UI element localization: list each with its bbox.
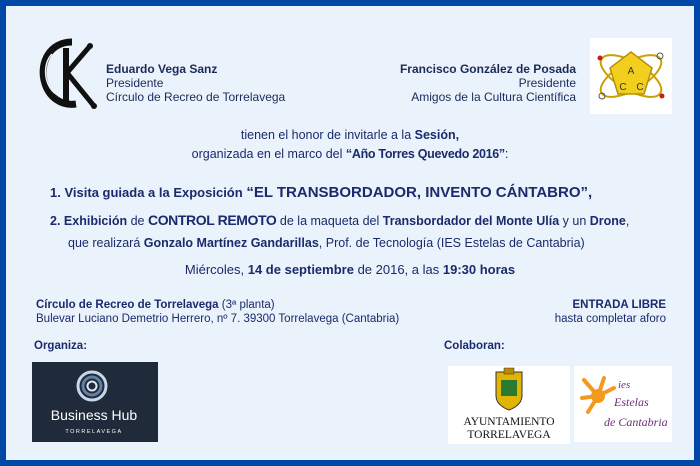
host-right-role: Presidente bbox=[518, 76, 576, 90]
organiza-label: Organiza: bbox=[34, 340, 88, 352]
estelas-text: Estelas bbox=[614, 395, 649, 409]
amigos-cultura-cientifica-logo bbox=[590, 38, 672, 114]
list-item-1-comma: , bbox=[588, 184, 593, 201]
ies-text: ies bbox=[618, 379, 631, 391]
list-item-2-realizara: que realizará bbox=[68, 236, 144, 250]
list-item-2-number: 2. bbox=[50, 214, 61, 228]
host-left bbox=[106, 62, 285, 104]
list-item-1-pre: Visita guiada a la bbox=[64, 185, 174, 200]
entry-title: ENTRADA LIBRE bbox=[572, 299, 666, 311]
host-left-org: Círculo de Recreo de Torrelavega bbox=[106, 90, 286, 104]
intro-line-2-colon: : bbox=[504, 147, 509, 161]
list-item-1-number: 1. bbox=[50, 185, 61, 200]
host-right-org: Amigos de la Cultura Científica bbox=[411, 90, 576, 104]
business-hub-name: Business Hub bbox=[50, 407, 138, 423]
list-item-2-de: de bbox=[127, 214, 148, 228]
circulo-recreo-logo bbox=[32, 34, 102, 114]
ayuntamiento-torrelavega-logo bbox=[448, 366, 570, 444]
host-left-name: Eduardo Vega Sanz bbox=[106, 62, 218, 76]
event-date-year: de 2016, a las bbox=[353, 262, 443, 277]
acc-letter-a: A bbox=[627, 66, 635, 77]
host-right bbox=[400, 62, 576, 104]
venue-floor: (3ª planta) bbox=[218, 299, 275, 311]
list-item-2-presenter-role: , Prof. de Tecnología (IES Estelas de Cantabria) bbox=[318, 236, 585, 250]
intro-line-2-text: organizada en el marco del bbox=[191, 147, 346, 161]
host-right-name: Francisco González de Posada bbox=[399, 62, 576, 76]
entry-info bbox=[555, 298, 666, 326]
colaboran-label: Colaboran: bbox=[444, 340, 505, 352]
event-date-weekday: Miércoles, bbox=[184, 262, 248, 277]
acc-letter-c2: C bbox=[636, 82, 644, 93]
intro-session: Sesión, bbox=[414, 128, 460, 142]
business-hub-logo bbox=[32, 362, 158, 442]
list-item-2-comma: , bbox=[625, 214, 630, 228]
intro-year-name: “Año Torres Quevedo 2016” bbox=[345, 147, 505, 161]
list-item-2-mid: de la maqueta del bbox=[276, 214, 383, 228]
intro-line-1 bbox=[6, 128, 694, 142]
list-item-2-y-un: y un bbox=[559, 214, 590, 228]
acc-letter-c1: C bbox=[619, 82, 627, 93]
event-date-time: 19:30 horas bbox=[442, 262, 516, 277]
list-item-2-presenter: Gonzalo Martínez Gandarillas bbox=[143, 236, 319, 250]
list-item-2-transbordador: Transbordador del Monte Ulía bbox=[382, 214, 560, 228]
list-item-1-exposicion: Exposición bbox=[173, 185, 243, 200]
business-hub-city: TORRELAVEGA bbox=[65, 429, 123, 435]
intro-line-1-text: tienen el honor de invitarle a la bbox=[240, 128, 415, 142]
venue bbox=[36, 298, 399, 326]
ies-estelas-logo bbox=[574, 366, 672, 442]
host-left-role: Presidente bbox=[106, 76, 164, 90]
intro-line-2 bbox=[6, 147, 694, 161]
event-date bbox=[6, 262, 694, 277]
ayuntamiento-text: AYUNTAMIENTO bbox=[463, 416, 555, 428]
list-item-1 bbox=[50, 184, 592, 201]
list-item-2 bbox=[50, 212, 629, 228]
venue-address: Bulevar Luciano Demetrio Herrero, nº 7. 39300 Torrelavega (Cantabria) bbox=[36, 313, 400, 325]
list-item-2-line-2 bbox=[68, 236, 585, 250]
entry-note: hasta completar aforo bbox=[554, 313, 666, 325]
torrelavega-text: TORRELAVEGA bbox=[467, 429, 551, 441]
list-item-2-control-remoto: CONTROL REMOTO bbox=[147, 212, 277, 228]
list-item-2-drone: Drone bbox=[589, 214, 626, 228]
event-date-day: 14 de septiembre bbox=[247, 262, 354, 277]
list-item-2-exhibicion: Exhibición bbox=[63, 214, 128, 228]
venue-name: Círculo de Recreo de Torrelavega bbox=[36, 299, 219, 311]
de-cantabria-text: de Cantabria bbox=[604, 415, 668, 429]
list-item-1-title: “EL TRANSBORDADOR, INVENTO CÁNTABRO” bbox=[246, 184, 589, 201]
invitation-card bbox=[6, 6, 694, 460]
